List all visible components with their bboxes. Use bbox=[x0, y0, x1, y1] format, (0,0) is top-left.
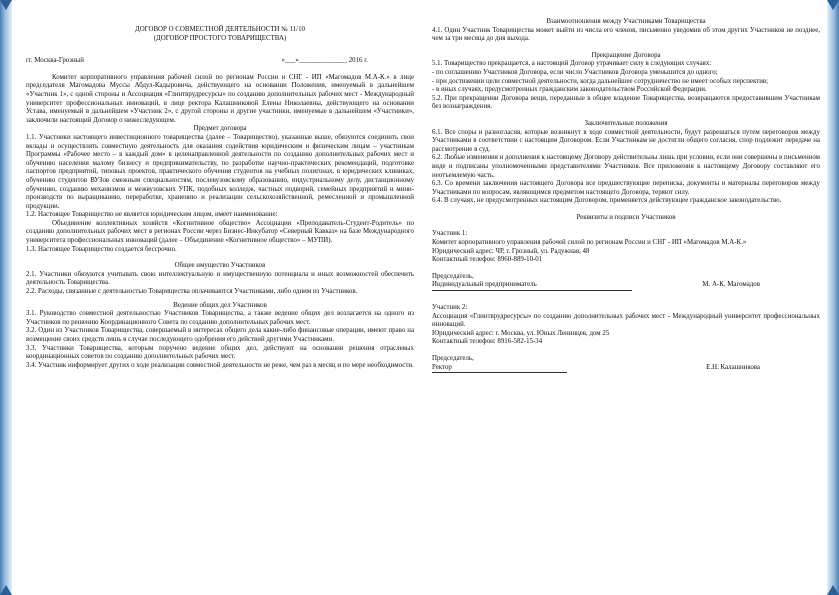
participant-2-signature-row bbox=[432, 364, 820, 374]
participant-2-phone: Контактный телефон: 8916-582-15-34 bbox=[432, 338, 543, 346]
participant-2-name: Ассоциация «Глинтврудресурсы» по созданию дополнительных рабочих мест - Международный университет профессиональных инноваций. bbox=[432, 312, 820, 329]
corner-triangle-icon bbox=[827, 0, 839, 10]
participant-1-title: Участник 1: bbox=[432, 230, 468, 238]
participant-2-block bbox=[432, 304, 820, 373]
clause-1-1: 1.1. Участники настоящего инвестиционного товарищества (далее – Товарищество), указанные выше, обязуются соединить свои вклады и осуществлять совместную деятельность для оказания содействия юридическим и физическим лицам – участникам Программы «Рабочее место – в каждый дом» в целенаправленной деятельности по созданию дополнительных рабочих мест и обучению населения малому бизнесу и предпринимательству, по разработке научно-практических рекомендаций, подготовке паспортов предприятий, типовых проектов, практического обучения студентов на учебных полигонах, в юридических клиниках, обучению студентов ВУЗов смежным специальностям, послевузовскому образованию, индустриальному делу, дистанционному обучению, созданию механизмов и межвузовских УПК, подобных колледж, частных подворий, семейных предприятий и мини-производств по выращиванию, переработке, хранению и реализации сельскохозяйственной, ремесленной и промышленной продукции. bbox=[26, 133, 414, 210]
clause-5-1-b: - при достижении цели совместной деятельности, когда дальнейшее сотрудничество не имеет особых перспектив; bbox=[432, 77, 769, 85]
clause-4-1: 4.1. Один Участник Товарищества может выйти из числа его членов, письменно уведомив об этом других Участников не позднее, чем за три месяца до дня выхода. bbox=[432, 26, 820, 43]
participant-1-address: Юридический адрес: ЧР, г. Грозный, ул. Радужная, 48 bbox=[432, 247, 590, 255]
participant-2-signer-role: Председатель, bbox=[432, 355, 474, 362]
participant-1-signature-row bbox=[432, 281, 820, 291]
clause-3-2: 3.2. Один из Участников Товарищества, совершаемый в интересах общего дела какие-либо финансовые операции, имеют право на возмещение своих средств лишь в случае последующего одобрения его действий другими Участниками. bbox=[26, 327, 414, 343]
clause-5-2: 5.2. При прекращении Договора вещи, переданные в общее владение Товарищества, возвращаются предоставившим Участникам без вознаграждения. bbox=[432, 94, 820, 111]
clause-6-2: 6.2. Любые изменения и дополнения к настоящему Договору действительны лишь при условии, если они совершены в письменном виде и подписаны уполномоченными представителями Участников. Все приложения к настоящему Договору составляют его неотъемлемую часть. bbox=[432, 154, 820, 179]
section-heading: Взаимоотношения между Участниками Товарищества bbox=[546, 18, 706, 25]
left-page bbox=[26, 0, 414, 595]
corner-triangle-icon bbox=[0, 585, 12, 595]
section-heading: Общее имущество Участников bbox=[174, 262, 266, 270]
clause-1-3: 1.3. Настоящее Товарищество создается бессрочно. bbox=[26, 245, 177, 253]
clause-6-4: 6.4. В случаях, не предусмотренных настоящим Договором, применяется действующее гражданское законодательство. bbox=[432, 197, 782, 205]
section-heading: Предмет договора bbox=[193, 125, 247, 133]
participant-2-title: Участник 2: bbox=[432, 304, 468, 312]
section-heading: Реквизиты и подписи Участников bbox=[576, 213, 676, 221]
clause-5-1: 5.1. Товарищество прекращается, а настоящий Договор утрачивает силу в следующих случаях: bbox=[432, 60, 712, 68]
clause-3-3: 3.3. Участники Товарищества, которым поручено ведение общих дел, действуют на основании решения отраслевых координационных советов по созданию дополнительных рабочих мест. bbox=[26, 344, 414, 361]
left-blue-stripe bbox=[0, 0, 12, 595]
clause-3-4: 3.4. Участник информирует других о ходе реализации совместной деятельности не реже, чем раз в месяц и по мере необходимости. bbox=[26, 361, 414, 369]
contract-date: «___»______________ 2016 г. bbox=[281, 57, 368, 65]
section-heading: Заключительные положения bbox=[584, 119, 668, 127]
participant-1-signer-name: М. А-К. Магомадов bbox=[702, 281, 760, 289]
corner-triangle-icon bbox=[827, 585, 839, 595]
clause-5-1-c: - в иных случаях, предусмотренных гражданским законодательством Российской Федерации. bbox=[432, 86, 707, 94]
clause-6-3: 6.3. Со времени заключения настоящего Договора все предшествующие переписка, документы и материалы переговоров между Участниками по вопросам, являющимся предметом настоящего Договора, теряют силу. bbox=[432, 180, 820, 196]
corner-triangle-icon bbox=[0, 0, 12, 10]
clause-2-2: 2.2. Расходы, связанные с деятельностью Товарищества оплачиваются Участниками, либо одним из Участников. bbox=[26, 288, 358, 296]
city: гг. Москва-Грозный bbox=[26, 57, 84, 65]
contract-title: ДОГОВОР О СОВМЕСТНОЙ ДЕЯТЕЛЬНОСТИ № 11/10 bbox=[135, 26, 305, 33]
participant-1-block bbox=[432, 230, 820, 291]
clause-3-1: 3.1. Руководство совместной деятельностью Участников Товарищества, а также ведение общих дел возлагается на одного из Участников по решению Координационного Совета по созданию дополнительных рабочих мест. bbox=[26, 310, 414, 326]
right-blue-stripe bbox=[827, 0, 839, 595]
participant-1-signer-position: Индивидуальный предприниматель bbox=[432, 281, 632, 291]
clause-5-1-a: - по соглашению Участников Договора, если число Участников Договора уменьшится до одного; bbox=[432, 68, 718, 76]
participant-2-signer-position: Ректор bbox=[432, 364, 567, 374]
participant-2-address: Юридический адрес: г. Москва, ул. Юных Ленинцев, дом 25 bbox=[432, 329, 610, 337]
participant-1-phone: Контактный телефон: 8960-889-10-01 bbox=[432, 256, 543, 264]
clause-6-1: 6.1. Все споры и разногласия, которые возникнут в ходе совместной деятельности, будут разрешаться путем переговоров между Участниками в соответствии с настоящим Договором. Если Участникам не достигли общего согласия, спор подлежит передаче на рассмотрение в суд. bbox=[432, 128, 820, 153]
clause-1-2: 1.2. Настоящее Товарищество не является юридическим лицом, имеет наименование: bbox=[26, 211, 278, 219]
contract-header bbox=[26, 0, 414, 43]
section-heading: Ведение общих дел Участников bbox=[173, 301, 267, 309]
preamble: Комитет корпоративного управления рабочей силой по регионам России и СНГ - ИП «Магомадов М.А-К.» в лице председателя Магомадова Муссы Абдул-Кадыровича, действующего на основании Положения, именуемый в дальнейшем «Участник 1», с одной стороны и Ассоциация «Глинтврудресурсы» по созданию дополнительных рабочих мест - Международный университет профессиональных инноваций, в лице ректора Калашниковой Елены Николаевны, действующего на основании Устава, именуемый в дальнейшем «Участник 2», с другой стороны и другие участники, именуемые в дальнейшем «Участники», заключили настоящий Договор о нижеследующем. bbox=[26, 73, 414, 124]
participant-1-signer-role: Председатель, bbox=[432, 272, 474, 280]
section-heading: Прекращение Договора bbox=[591, 51, 661, 59]
place-date-row bbox=[26, 57, 414, 66]
contract-subtitle: (ДОГОВОР ПРОСТОГО ТОВАРИЩЕСТВА) bbox=[153, 34, 287, 42]
participant-1-name: Комитет корпоративного управления рабочей силой по регионам России и СНГ - ИП «Магомадов М.А-К.» bbox=[432, 239, 747, 247]
clause-1-2-name: Объединение коллективных хозяйств «Когнитивное общество» Ассоциации «Преподаватель-Студент-Родитель» по созданию дополнительных рабочих мест в регионах России через Бизнес-Инкубатор «Северный Кавказ» на базе Международного университета профессиональных инноваций (далее – Объединение «Когнитивное общество» – МУПИ). bbox=[26, 219, 414, 245]
clause-2-1: 2.1. Участники обязуются учитывать свою интеллектуальную и имущественную потенциала и иных возможностей обеспечить деятельность Товарищества. bbox=[26, 270, 414, 287]
participant-2-signer-name: Е.Н. Калашникова bbox=[706, 363, 760, 371]
right-page bbox=[432, 0, 820, 595]
